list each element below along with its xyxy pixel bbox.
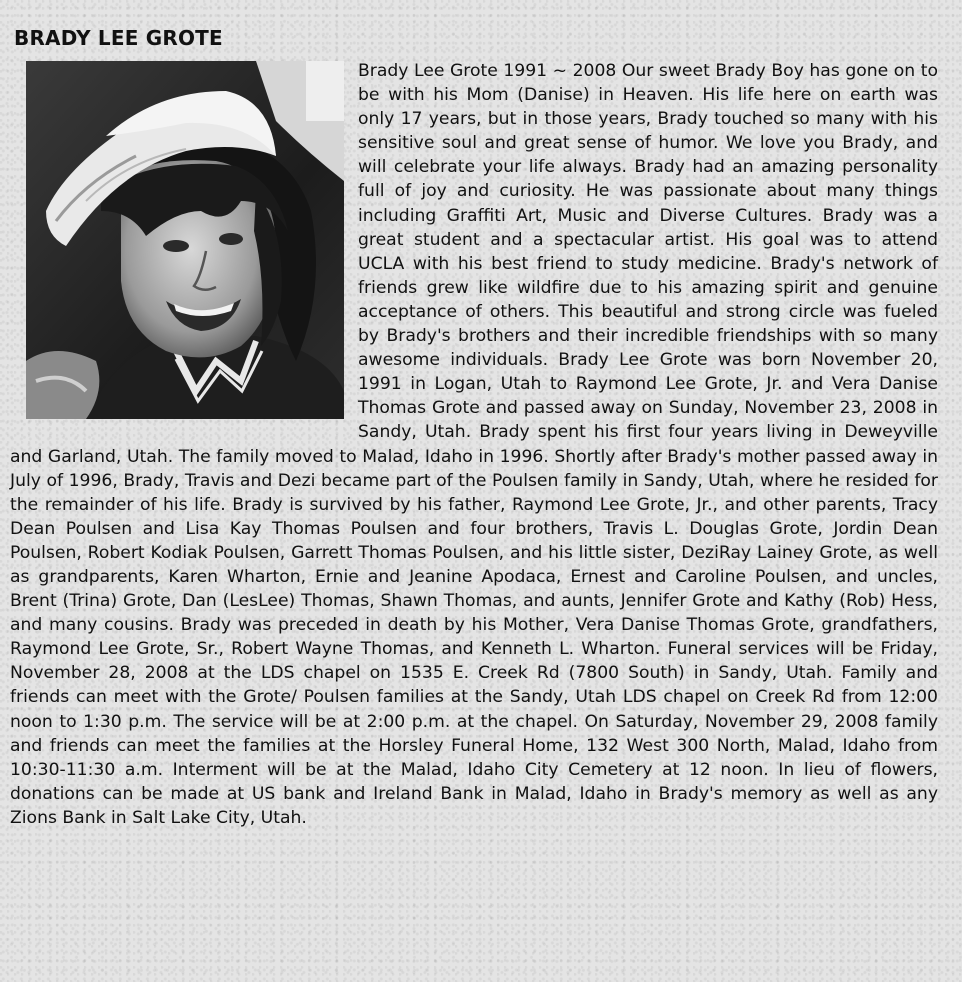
obituary-text	[10, 59, 938, 830]
portrait-photo	[26, 61, 344, 419]
obituary-body: Brady Lee Grote 1991 ~ 2008 Our sweet Brady Boy has gone on to be with his Mom (Danise) in Heaven. His life here on earth was only 17 years, but in those years, Brady touched so many with his sensitive soul and great sense of humor. We love you Brady, and will celebrate your life always. Brady had an amazing personality full of joy and curiosity. He was passionate about many things including Graffiti Art, Music and Diverse Cultures. Brady was a great student and a spectacular artist. His goal was to attend UCLA with his best friend to study medicine. Brady's network of friends grew like wildfire due to his amazing spirit and genuine acceptance of others. This beautiful and strong circle was fueled by Brady's brothers and their incredible friendships with so many awesome individuals. Brady Lee Grote was born November 20, 1991 in Logan, Utah to Raymond Lee Grote, Jr. and Vera Danise Thomas Grote and passed away on Sunday, November 23, 2008 in Sandy, Utah. Brady spent his first four years living in Deweyville and Garland, Utah. The family moved to Malad, Idaho in 1996. Shortly after Brady's mother passed away in July of 1996, Brady, Travis and Dezi became part of the Poulsen family in Sandy, Utah, where he resided for the remainder of his life. Brady is survived by his father, Raymond Lee Grote, Jr., and other parents, Tracy Dean Poulsen and Lisa Kay Thomas Poulsen and four brothers, Travis L. Douglas Grote, Jordin Dean Poulsen, Robert Kodiak Poulsen, Garrett Thomas Poulsen, and his little sister, DeziRay Lainey Grote, as well as grandparents, Karen Wharton, Ernie and Jeanine Apodaca, Ernest and Caroline Poulsen, and uncles, Brent (Trina) Grote, Dan (LesLee) Thomas, Shawn Thomas, and aunts, Jennifer Grote and Kathy (Rob) Hess, and many cousins. Brady was preceded in death by his Mother, Vera Danise Thomas Grote, grandfathers, Raymond Lee Grote, Sr., Robert Wayne Thomas, and Kenneth L. Wharton. Funeral services will be Friday, November 28, 2008 at the LDS chapel on 1535 E. Creek Rd (7800 South) in Sandy, Utah. Family and friends can meet with the Grote/ Poulsen families at the Sandy, Utah LDS chapel on Creek Rd from 12:00 noon to 1:30 p.m. The service will be at 2:00 p.m. at the chapel. On Saturday, November 29, 2008 family and friends can meet the families at the Horsley Funeral Home, 132 West 300 North, Malad, Idaho from 10:30-11:30 a.m. Interment will be at the Malad, Idaho City Cemetery at 12 noon. In lieu of flowers, donations can be made at US bank and Ireland Bank in Malad, Idaho in Brady's memory as well as any Zions Bank in Salt Lake City, Utah.	[10, 61, 938, 828]
obituary-title: BRADY LEE GROTE	[14, 26, 223, 50]
